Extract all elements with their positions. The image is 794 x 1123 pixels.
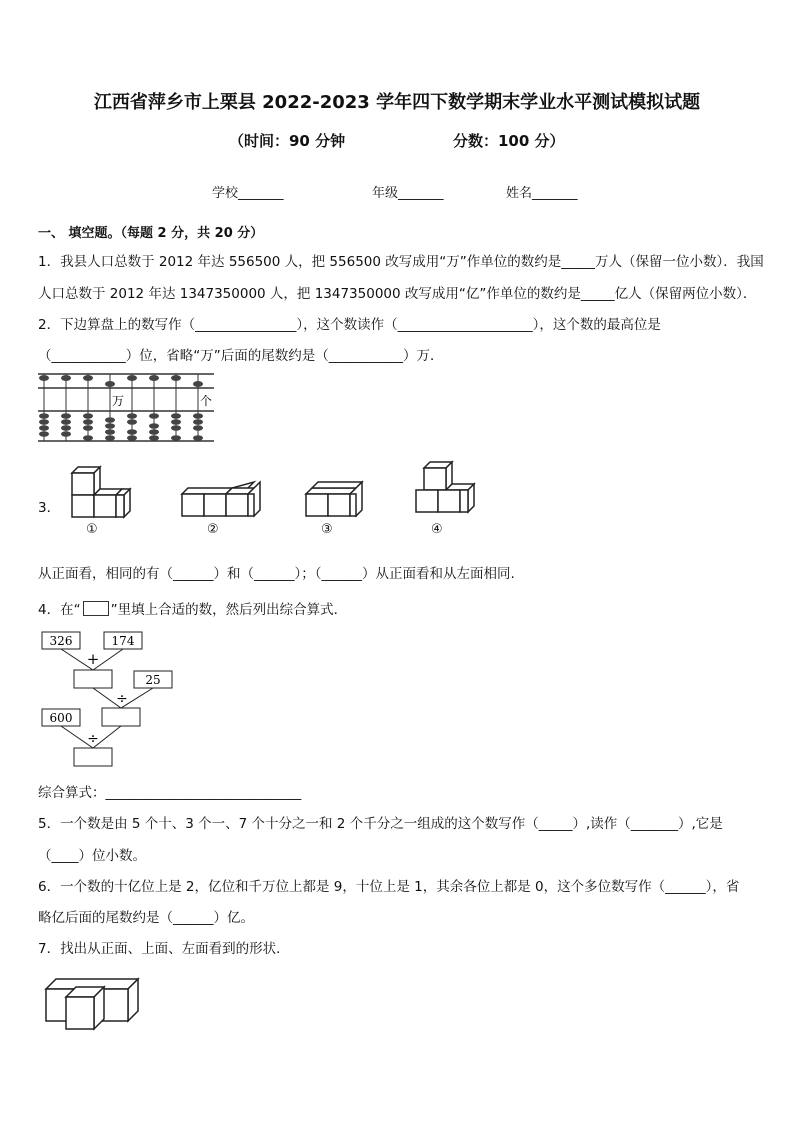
flow-value-c: 25 [145,673,161,687]
abacus-bead [193,413,203,419]
time-info: （时间：90 分钟 [229,132,346,150]
figure-label-1: ① [86,522,98,537]
score-info: 分数：100 分） [453,132,565,150]
flow-plus-operator: + [86,650,100,668]
abacus-figure [36,368,216,444]
abacus-bead [171,413,181,419]
question-7-text: 7．找出从正面、上面、左面看到的形状． [38,941,290,957]
abacus-bead [105,417,115,423]
abacus-bead [105,429,115,435]
abacus-bead [149,423,159,429]
flow-divide-operator-1: ÷ [116,691,128,707]
abacus-bead [127,375,137,381]
abacus-label-ge: 个 [200,394,213,408]
figure-label-3: ③ [321,522,333,537]
abacus-bead [193,419,203,425]
abacus-bead [149,375,159,381]
abacus-bead [39,425,49,431]
section-heading: 一、 填空题。（每题 2 分，共 20 分） [38,226,264,241]
abacus-bead [171,425,181,431]
abacus-bead [39,419,49,425]
question-1-line-1: 1．我县人口总数于 2012 年达 556500 人，把 556500 改写成用“万”作单位的数约是_____万人（保留一位小数）．我国 [38,254,764,270]
abacus-bead [149,429,159,435]
abacus-bead [83,375,93,381]
cube-stack-figure [44,975,144,1033]
flow-value-d: 600 [49,711,73,725]
abacus-bead [171,435,181,441]
page-title: 江西省萍乡市上栗县 2022-2023 学年四下数学期末学业水平测试模拟试题 [93,92,701,113]
grade-field: 年级_______ [372,186,444,201]
question-2-line-1: 2．下边算盘上的数写作（_______________），这个数读作（____________________），这个数的最高位是 [38,317,661,333]
question-1-line-2: 人口总数于 2012 年达 1347350000 人，把 1347350000 改写成用“亿”作单位的数约是_____亿人（保留两位小数）． [38,286,757,302]
abacus-bead [61,375,71,381]
block-figure-1 [70,465,136,521]
abacus-bead [127,429,137,435]
flow-divide-operator-2: ÷ [87,731,99,747]
abacus-bead [127,419,137,425]
question-5-line-2: （____）位小数。 [38,848,146,864]
calculation-flowchart [38,630,178,770]
abacus-bead [83,425,93,431]
abacus-bead [39,413,49,419]
block-figure-3 [304,480,370,520]
abacus-bead [171,419,181,425]
question-2-line-2: （___________）位，省略“万”后面的尾数约是（___________）万． [38,348,444,364]
abacus-bead [61,413,71,419]
abacus-bead [193,381,203,387]
abacus-bead [83,419,93,425]
flow-value-b: 174 [111,634,135,648]
abacus-bead [39,431,49,437]
abacus-bead [149,413,159,419]
abacus-label-wan: 万 [112,394,125,408]
answer-box [83,601,109,616]
abacus-bead [61,431,71,437]
abacus-bead [83,413,93,419]
abacus-bead [83,435,93,441]
question-4-formula: 综合算式：_____________________________ [38,785,302,801]
question-6-line-2: 略亿后面的尾数约是（______）亿。 [38,910,254,926]
abacus-bead [193,435,203,441]
abacus-bead [39,375,49,381]
question-3-number: 3． [38,500,61,516]
abacus-bead [127,413,137,419]
abacus-bead [105,423,115,429]
question-6-line-1: 6．一个数的十亿位上是 2，亿位和千万位上都是 9，十位上是 1，其余各位上都是 0，这个多位数写作（______），省 [38,879,740,895]
abacus-bead [149,435,159,441]
block-figure-2 [180,480,264,520]
flow-value-a: 326 [49,634,73,648]
name-field: 姓名_______ [506,186,578,201]
figure-label-4: ④ [431,522,443,537]
block-figure-4 [414,458,480,520]
abacus-bead [105,435,115,441]
question-4-text: 4．在“ ”里填上合适的数，然后列出综合算式． [38,602,348,618]
abacus-bead [171,375,181,381]
abacus-bead [193,425,203,431]
abacus-bead [61,419,71,425]
abacus-bead [61,425,71,431]
school-field: 学校_______ [212,186,284,201]
question-3-text: 从正面看，相同的有（______）和（______）；（______）从正面看和从左面相同. [38,566,515,582]
question-5-line-1: 5．一个数是由 5 个十、3 个一、7 个十分之一和 2 个千分之一组成的这个数写作（_____）,读作（_______）,它是 [38,816,723,832]
abacus-bead [127,435,137,441]
abacus-bead [105,381,115,387]
figure-label-2: ② [207,522,219,537]
